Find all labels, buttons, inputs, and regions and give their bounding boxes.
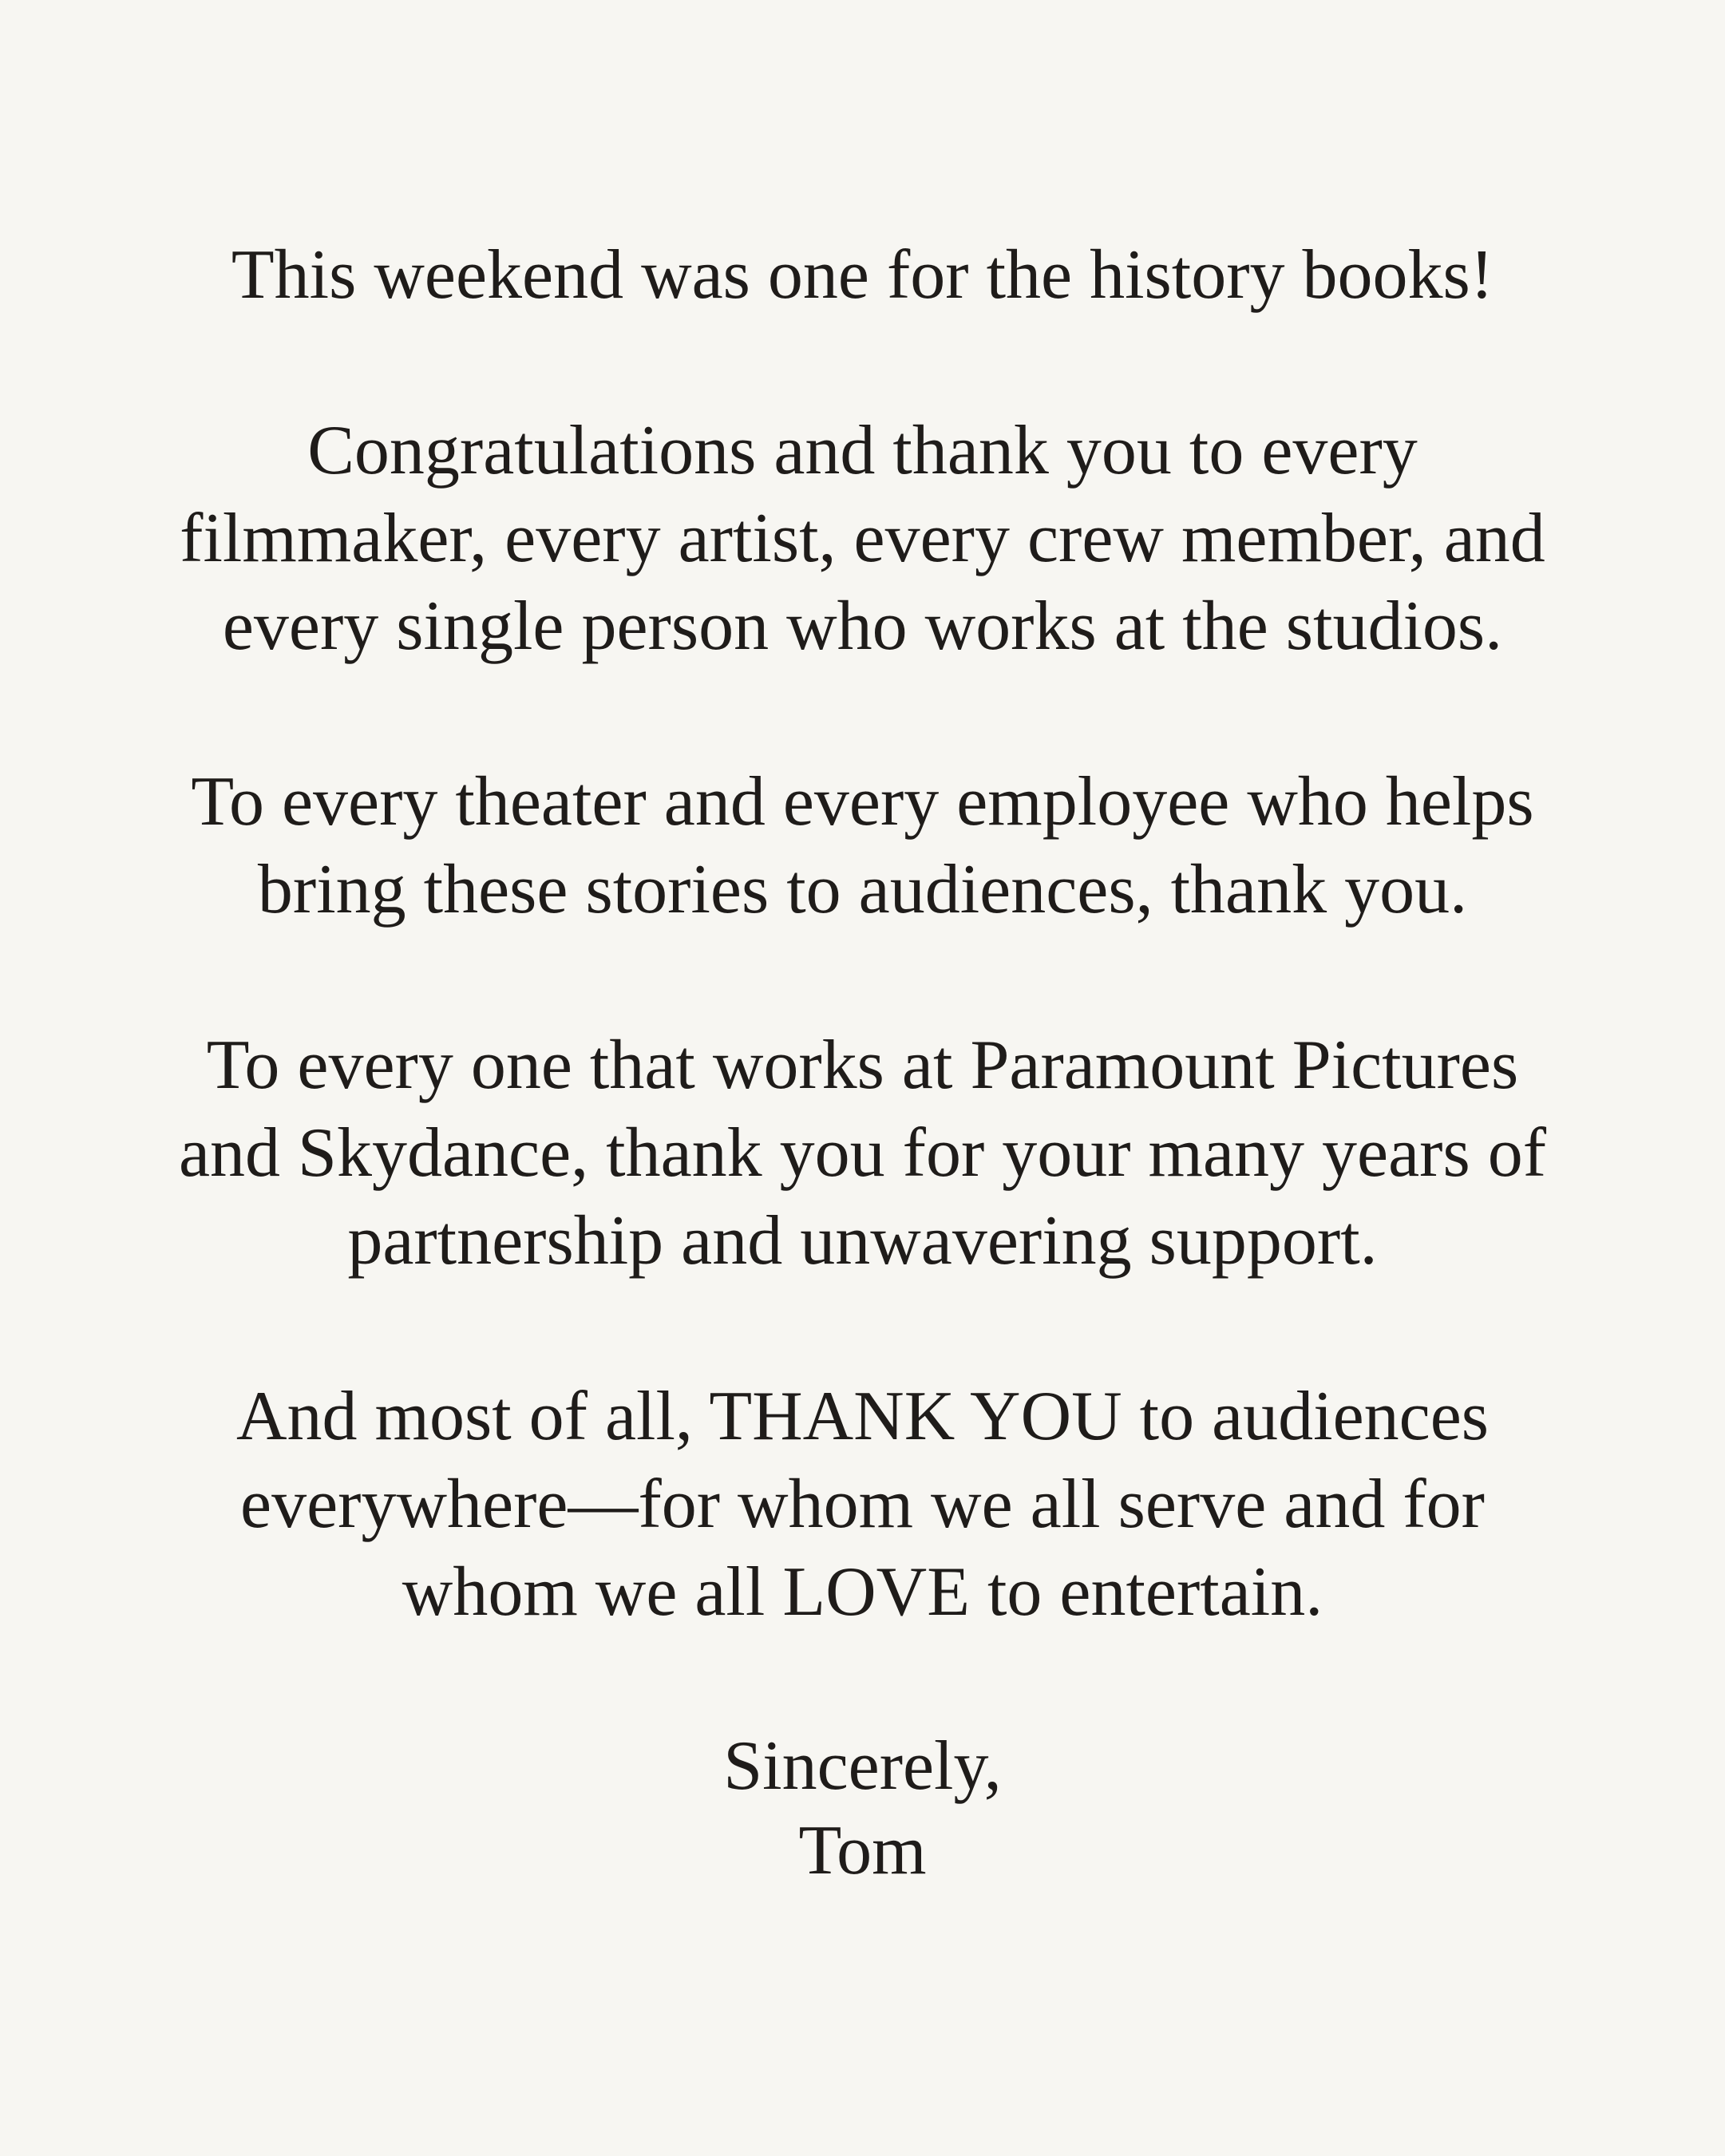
letter-line: everywhere—for whom we all serve and for: [240, 1466, 1485, 1543]
letter-line: To every one that works at Paramount Pictures: [206, 1027, 1519, 1104]
letter-line: To every theater and every employee who helps: [191, 763, 1534, 841]
letter-line: bring these stories to audiences, thank you.: [257, 851, 1468, 928]
letter-line: partnership and unwavering support.: [347, 1202, 1378, 1280]
closing: Sincerely,: [723, 1727, 1002, 1805]
letter-body: [0, 231, 1725, 1893]
signoff: [0, 1724, 1725, 1893]
paragraph-paramount: [0, 1022, 1725, 1285]
letter-line: And most of all, THANK YOU to audiences: [235, 1378, 1490, 1455]
letter-line: Congratulations and thank you to every: [307, 412, 1418, 489]
paragraph-intro: [0, 231, 1725, 319]
letter-line: This weekend was one for the history books!: [231, 236, 1494, 314]
signature: Tom: [798, 1812, 927, 1889]
paragraph-filmmakers: [0, 407, 1725, 671]
paragraph-audiences: [0, 1373, 1725, 1636]
paragraph-theaters: [0, 758, 1725, 934]
letter-line: whom we all LOVE to entertain.: [402, 1553, 1323, 1631]
letter-line: every single person who works at the studios.: [222, 587, 1503, 665]
letter-line: and Skydance, thank you for your many years of: [178, 1114, 1547, 1192]
letter-line: filmmaker, every artist, every crew member, and: [180, 500, 1545, 577]
